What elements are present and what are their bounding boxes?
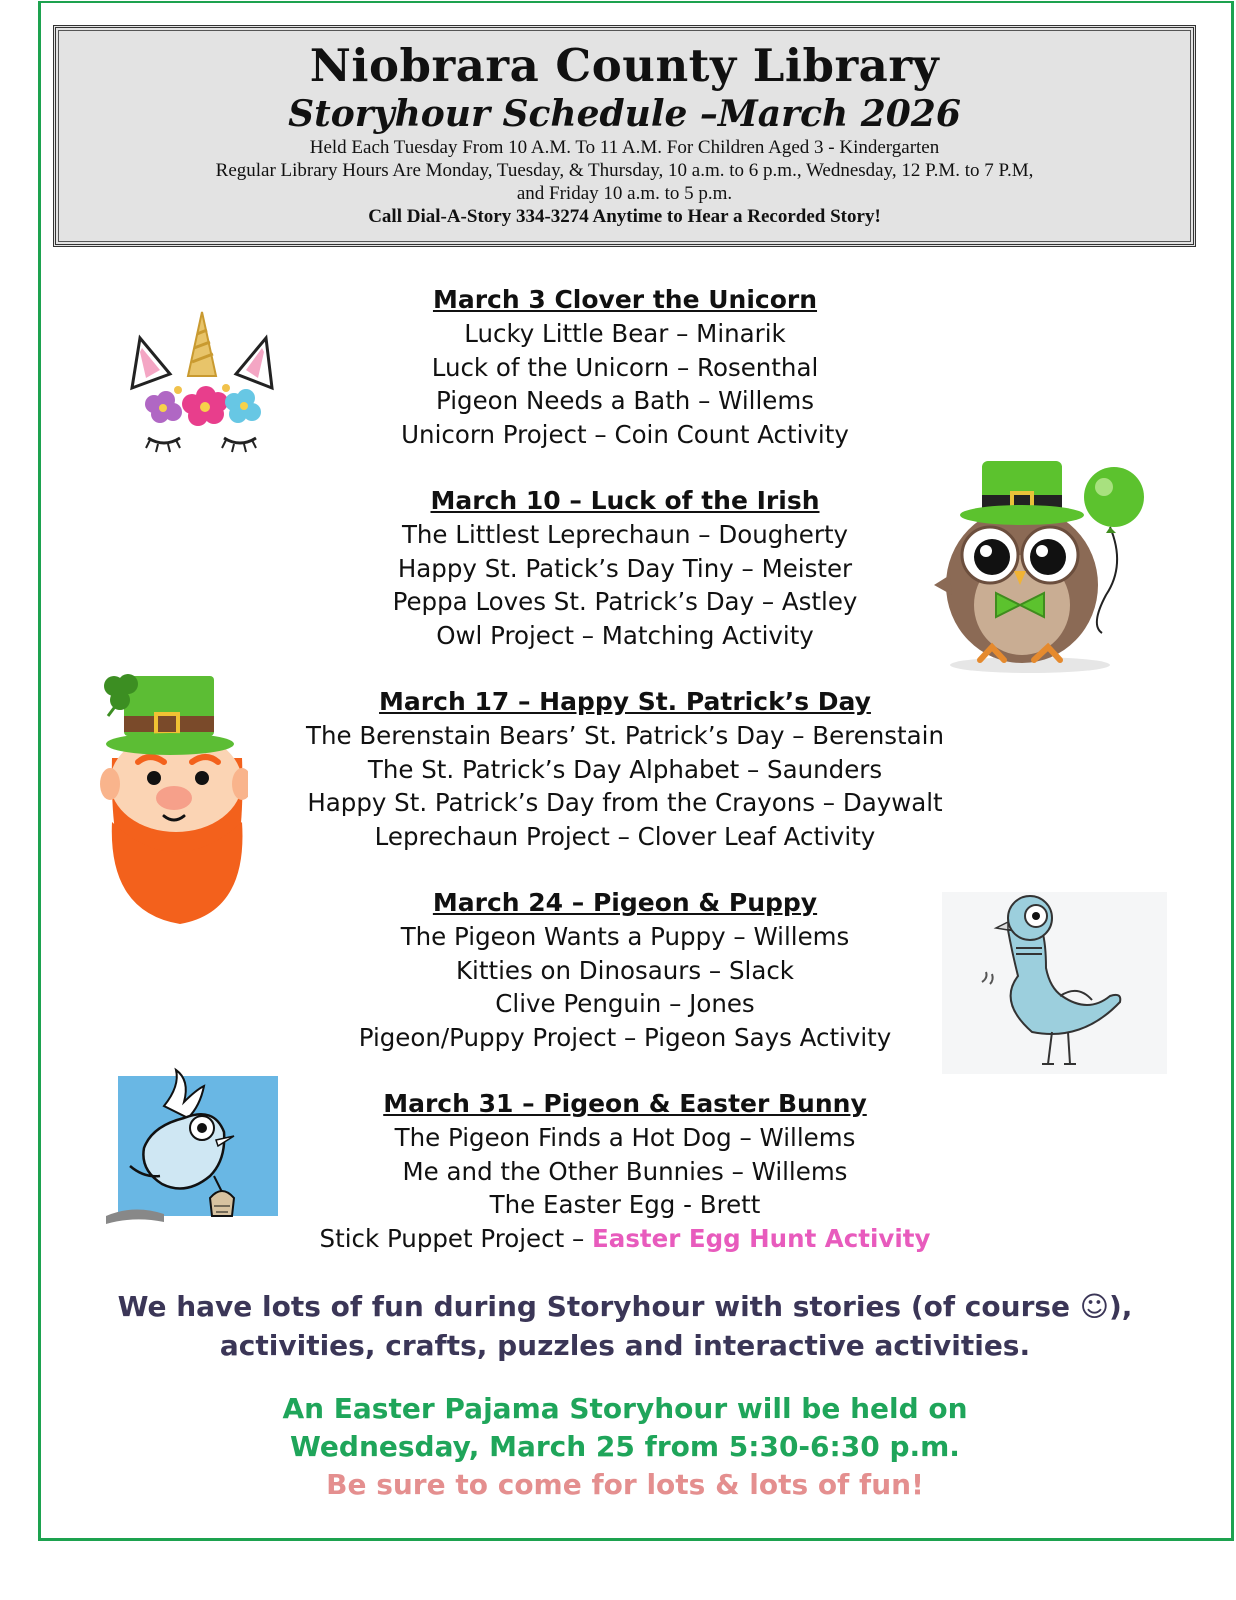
fun-line-2: activities, crafts, puzzles and interactive activities. — [219, 1329, 1031, 1362]
session-item: Pigeon Needs a Bath – Willems — [436, 386, 814, 415]
header-line-friday-hours: and Friday 10 a.m. to 5 p.m. — [516, 183, 733, 204]
pigeon-clipart — [942, 892, 1167, 1074]
session-item: The Pigeon Finds a Hot Dog – Willems — [394, 1123, 856, 1152]
session-item: Lucky Little Bear – Minarik — [464, 319, 786, 348]
easter-line-1: An Easter Pajama Storyhour will be held on — [282, 1392, 968, 1425]
easter-line-3: Be sure to come for lots & lots of fun! — [326, 1468, 924, 1501]
session-item: Peppa Loves St. Patrick’s Day – Astley — [392, 587, 858, 616]
session-item: The St. Patrick’s Day Alphabet – Saunders — [367, 754, 883, 784]
session-item: Unicorn Project – Coin Count Activity — [401, 419, 849, 449]
session-item: Luck of the Unicorn – Rosenthal — [431, 352, 819, 382]
session-item: Happy St. Patick’s Day Tiny – Meister — [397, 553, 853, 583]
unicorn-clipart — [118, 308, 286, 456]
session-title: March 3 Clover the Unicorn — [432, 285, 818, 314]
session-item: The Easter Egg - Brett — [489, 1190, 761, 1219]
flower-crown-icon — [145, 384, 261, 426]
easter-announcement — [60, 1390, 1190, 1504]
fun-line-1: We have lots of fun during Storyhour with stories (of course ☺), — [117, 1290, 1133, 1323]
session-item: Me and the Other Bunnies – Willems — [402, 1156, 848, 1186]
easter-line-2: Wednesday, March 25 from 5:30-6:30 p.m. — [290, 1430, 960, 1463]
session-march-17 — [250, 685, 1000, 853]
session-item: Owl Project – Matching Activity — [436, 620, 814, 650]
session-item: The Littlest Leprechaun – Dougherty — [401, 520, 849, 549]
session-item: Leprechaun Project – Clover Leaf Activity — [374, 821, 876, 851]
session-item — [250, 1222, 1000, 1256]
session-item: Happy St. Patrick’s Day from the Crayons – Daywalt — [307, 788, 943, 817]
session-march-31 — [250, 1087, 1000, 1255]
session-item-prefix: Stick Puppet Project – — [319, 1223, 593, 1253]
session-title: March 17 – Happy St. Patrick’s Day — [379, 687, 871, 716]
header-box — [53, 25, 1196, 247]
session-item: Kitties on Dinosaurs – Slack — [455, 955, 794, 985]
header-line-dial-a-story: Call Dial-A-Story 334-3274 Anytime to Hear a Recorded Story! — [368, 206, 881, 227]
leprechaun-face-clipart — [98, 672, 248, 924]
session-title: March 10 – Luck of the Irish — [430, 486, 820, 515]
owl-leprechaun-clipart — [930, 455, 1150, 677]
session-title: March 31 – Pigeon & Easter Bunny — [383, 1089, 867, 1118]
header-line-library-hours: Regular Library Hours Are Monday, Tuesday, & Thursday, 10 a.m. to 6 p.m., Wednesday, 12 P.M. to 7 P.M, — [215, 160, 1034, 181]
header-line-hours-storytime: Held Each Tuesday From 10 A.M. To 11 A.M. For Children Aged 3 - Kindergarten — [309, 137, 940, 158]
session-item: The Pigeon Wants a Puppy – Willems — [400, 922, 850, 951]
session-item: The Berenstain Bears’ St. Patrick’s Day – Berenstain — [305, 721, 945, 750]
session-item: Clive Penguin – Jones — [495, 989, 755, 1018]
fun-message — [60, 1287, 1190, 1365]
session-march-3 — [250, 283, 1000, 451]
pigeon-bunny-clipart — [104, 1066, 284, 1236]
schedule-title: Storyhour Schedule –March 2026 — [288, 93, 961, 135]
session-title: March 24 – Pigeon & Puppy — [432, 888, 818, 917]
session-march-24 — [250, 886, 1000, 1054]
easter-egg-hunt-highlight: Easter Egg Hunt Activity — [592, 1223, 931, 1253]
session-item: Pigeon/Puppy Project – Pigeon Says Activity — [358, 1022, 892, 1052]
session-march-10 — [250, 484, 1000, 652]
library-name: Niobrara County Library — [309, 39, 940, 92]
